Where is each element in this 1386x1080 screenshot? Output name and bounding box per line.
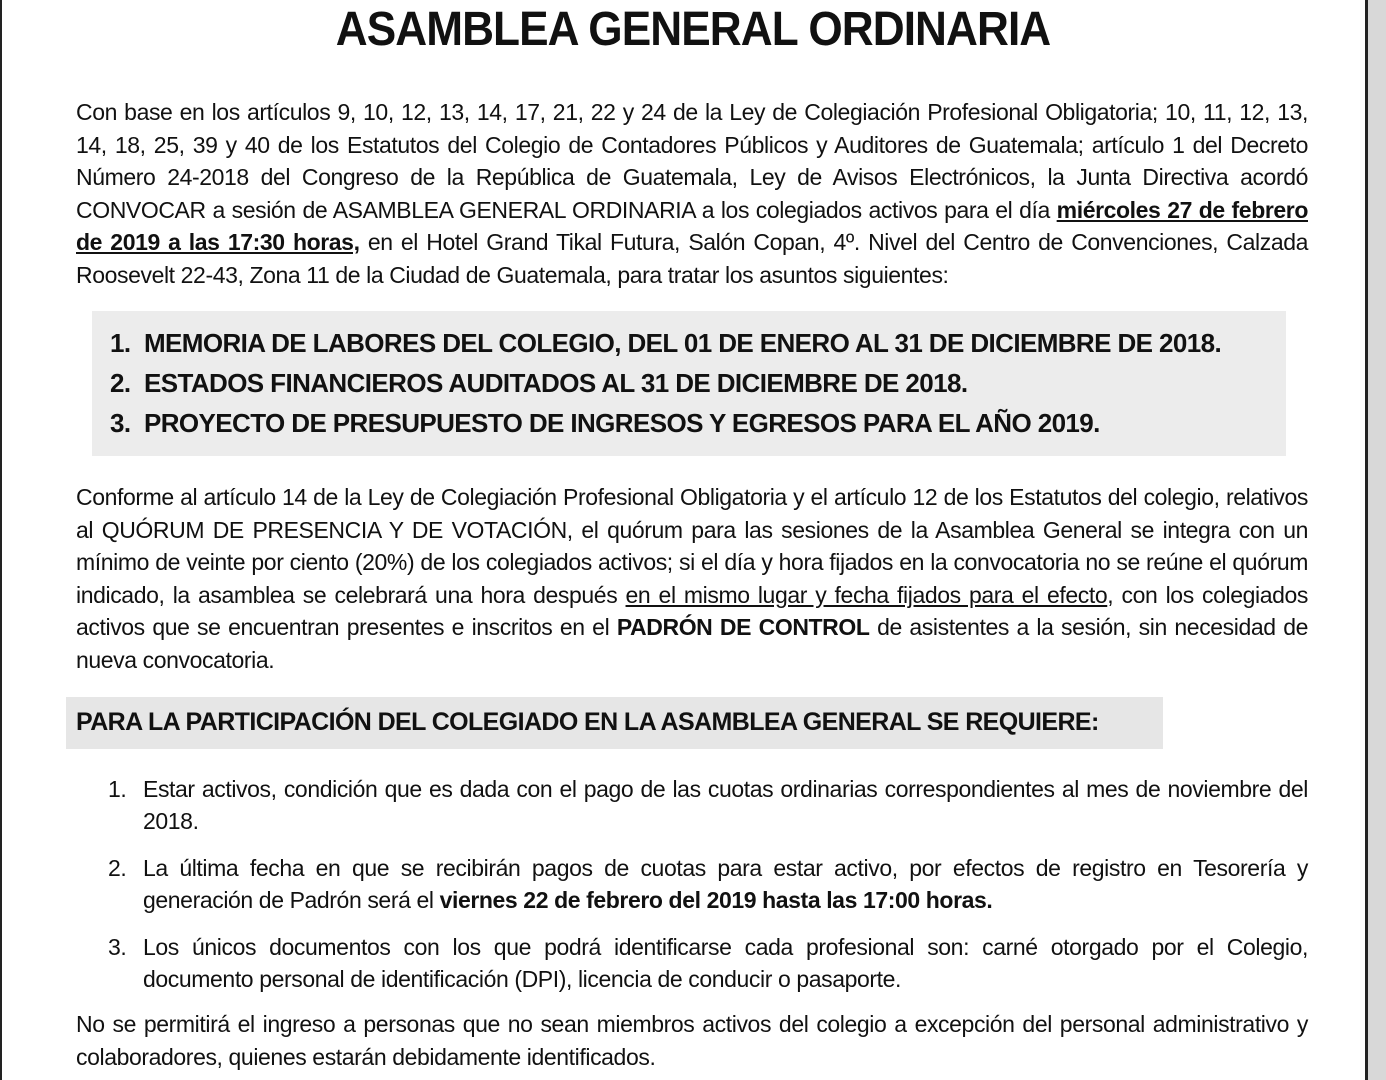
page-title: ASAMBLEA GENERAL ORDINARIA xyxy=(335,3,1051,56)
requirement-item xyxy=(108,773,1308,837)
requirement-text: La última fecha en que se recibirán pagos de cuotas para estar activo, por efectos de registro en Tesorería y generación de Padrón será el xyxy=(143,855,1308,913)
requirement-number: 2. xyxy=(108,855,127,881)
agenda-item-number: 3. xyxy=(110,408,131,438)
quorum-underlined: en el mismo lugar y fecha fijados para el efecto xyxy=(625,581,1108,608)
closing-paragraph: No se permitirá el ingreso a personas que no sean miembros activos del colegio a excepción del personal administrativo y colaboradores, quienes estarán debidamente identificados. xyxy=(76,1011,1308,1070)
payment-deadline: viernes 22 de febrero del 2019 hasta las 17:00 horas. xyxy=(439,887,993,913)
agenda-item xyxy=(110,363,1280,403)
agenda-item-number: 2. xyxy=(110,368,131,398)
meeting-date: miércoles 27 de febrero de 2019 a las 17:30 horas, xyxy=(76,196,1308,255)
requirement-number: 3. xyxy=(108,934,127,960)
agenda-item-number: 1. xyxy=(110,328,131,358)
requirement-item xyxy=(108,931,1308,995)
requirement-text: Los únicos documentos con los que podrá identificarse cada profesional son: carné otorgado por el Colegio, documento personal de identificación (DPI), licencia de conducir o pasaporte. xyxy=(143,934,1308,992)
agenda-list xyxy=(110,323,1280,443)
agenda-item-text: ESTADOS FINANCIEROS AUDITADOS AL 31 DE DICIEMBRE DE 2018. xyxy=(144,368,968,398)
quorum-paragraph xyxy=(76,481,1308,676)
quorum-text-2: , con los colegiados activos que se encuentran presentes e inscritos en el xyxy=(76,581,1309,640)
requirement-item xyxy=(108,852,1308,916)
padron-control: PADRÓN DE CONTROL xyxy=(616,614,870,640)
requirement-number: 1. xyxy=(108,776,127,802)
intro-paragraph xyxy=(76,96,1308,291)
agenda-item-text: PROYECTO DE PRESUPUESTO DE INGRESOS Y EGRESOS PARA EL AÑO 2019. xyxy=(144,408,1100,438)
page-border-left xyxy=(0,0,2,1080)
requirements-heading: PARA LA PARTICIPACIÓN DEL COLEGIADO EN LA ASAMBLEA GENERAL SE REQUIERE: xyxy=(76,708,1099,736)
agenda-item-text: MEMORIA DE LABORES DEL COLEGIO, DEL 01 DE ENERO AL 31 DE DICIEMBRE DE 2018. xyxy=(144,328,1222,358)
requirements-list xyxy=(108,773,1308,1010)
page-edge-strip xyxy=(1368,0,1386,1080)
intro-text-after: en el Hotel Grand Tikal Futura, Salón Copan, 4º. Nivel del Centro de Convenciones, Calzada Roosevelt 22-43, Zona 11 de la Ciudad de Guatemala, para tratar los asuntos siguientes: xyxy=(76,229,1309,288)
intro-text-before: Con base en los artículos 9, 10, 12, 13, 14, 17, 21, 22 y 24 de la Ley de Colegiación Profesional Obligatoria; 10, 11, 12, 13, 14, 18, 25, 39 y 40 de los Estatutos del Colegio de Contadores Públicos y Auditores de Guatemala; artículo 1 del Decreto Número 24-2018 del Congreso de la República de Guatemala, Ley de Avisos Electrónicos, la Junta Directiva acordó CONVOCAR a sesión de ASAMBLEA GENERAL ORDINARIA a los colegiados activos para el día xyxy=(76,99,1308,223)
page-border-right xyxy=(1365,0,1368,1080)
agenda-item xyxy=(110,323,1280,363)
quorum-text-1: Conforme al artículo 14 de la Ley de Colegiación Profesional Obligatoria y el artículo 12 de los Estatutos del colegio, relativos al QUÓRUM DE PRESENCIA Y DE VOTACIÓN, el quórum para las sesiones de la Asamblea General se integra con un mínimo de veinte por ciento (20%) de los colegiados activos; si el día y hora fijados en la convocatoria no se reúne el quórum indicado, la asamblea se celebrará una hora después xyxy=(76,484,1308,608)
quorum-text-3: de asistentes a la sesión, sin necesidad de nueva convocatoria. xyxy=(76,614,1308,673)
requirement-text: Estar activos, condición que es dada con el pago de las cuotas ordinarias correspondientes al mes de noviembre del 2018. xyxy=(143,776,1308,834)
agenda-item xyxy=(110,403,1280,443)
